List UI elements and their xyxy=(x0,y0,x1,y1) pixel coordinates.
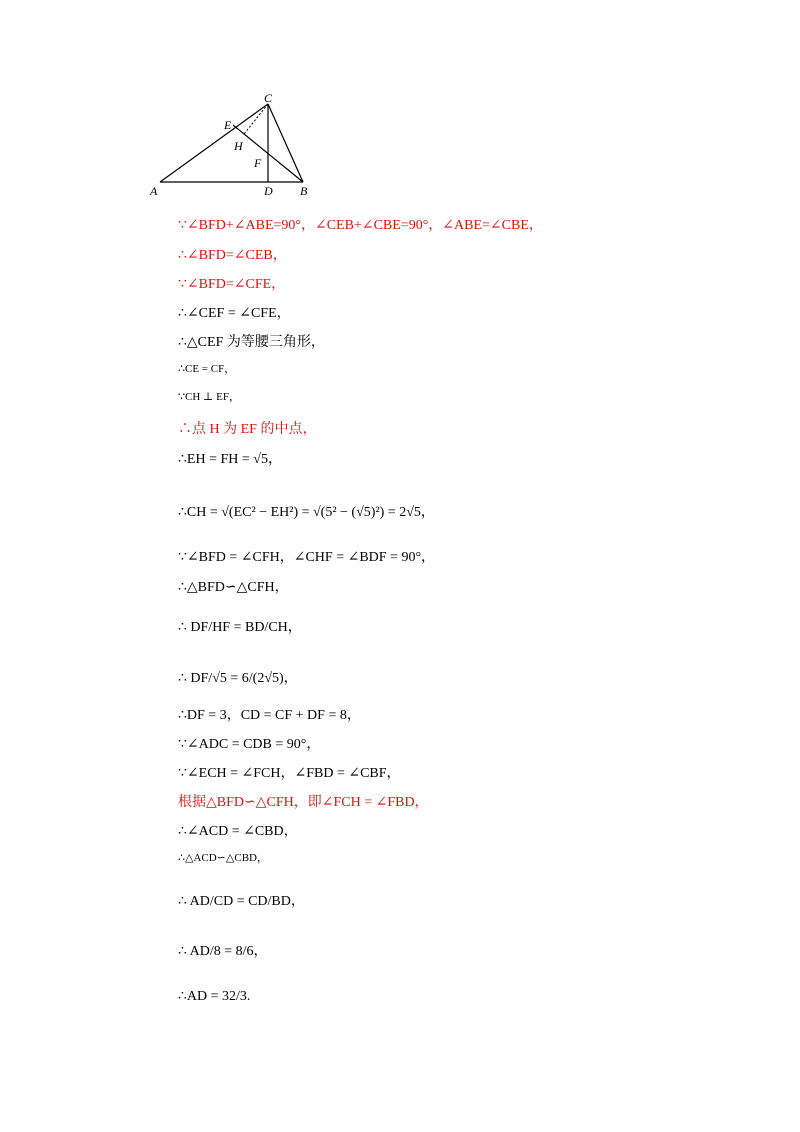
proof-line-16: ∵∠ADC = CDB = 90°， xyxy=(178,737,321,752)
proof-line-9: ∴EH = FH = √5， xyxy=(178,452,282,467)
proof-line-2: ∴∠BFD=∠CEB， xyxy=(178,248,287,263)
proof-line-15: ∴DF = 3，CD = CF + DF = 8， xyxy=(178,708,361,723)
label-c: C xyxy=(264,92,273,105)
proof-line-8: ∴点 H 为 EF 的中点， xyxy=(178,422,317,437)
side-bc xyxy=(268,104,303,182)
proof-line-5: ∴△CEF 为等腰三角形， xyxy=(178,335,325,350)
triangle-figure xyxy=(140,92,320,202)
proof-line-12: ∴△BFD∽△CFH， xyxy=(178,580,289,595)
triangle-diagram xyxy=(140,92,320,202)
proof-line-13: ∴ DF/HF = BD/CH， xyxy=(178,620,302,635)
label-b: B xyxy=(300,184,308,198)
proof-line-6: ∴CE = CF， xyxy=(178,363,236,375)
proof-line-1: ∵∠BFD+∠ABE=90°，∠CEB+∠CBE=90°，∠ABE=∠CBE， xyxy=(178,218,543,233)
proof-line-22: ∴ AD/8 = 8/6， xyxy=(178,944,268,959)
proof-line-18: 根据△BFD∽△CFH，即∠FCH = ∠FBD， xyxy=(178,795,429,810)
label-h: H xyxy=(234,139,243,153)
proof-line-3: ∵∠BFD=∠CFE， xyxy=(178,277,286,292)
proof-line-10: ∴CH = √(EC² − EH²) = √(5² − (√5)²) = 2√5， xyxy=(178,505,435,520)
proof-line-17: ∵∠ECH = ∠FCH，∠FBD = ∠CBF， xyxy=(178,766,401,781)
proof-line-19: ∴∠ACD = ∠CBD， xyxy=(178,824,298,839)
label-f: F xyxy=(254,156,262,170)
side-ac xyxy=(160,104,268,182)
proof-line-7: ∵CH ⊥ EF， xyxy=(178,391,240,403)
proof-line-11: ∵∠BFD = ∠CFH，∠CHF = ∠BDF = 90°， xyxy=(178,550,436,565)
proof-line-20: ∴△ACD∽△CBD， xyxy=(178,852,268,864)
proof-line-23: ∴AD = 32/3. xyxy=(178,989,251,1004)
label-d: D xyxy=(264,184,273,198)
proof-line-4: ∴∠CEF = ∠CFE， xyxy=(178,306,291,321)
label-a: A xyxy=(150,184,158,198)
proof-line-21: ∴ AD/CD = CD/BD， xyxy=(178,894,305,909)
label-e: E xyxy=(224,118,232,132)
proof-line-14: ∴ DF/√5 = 6/(2√5)， xyxy=(178,671,298,686)
